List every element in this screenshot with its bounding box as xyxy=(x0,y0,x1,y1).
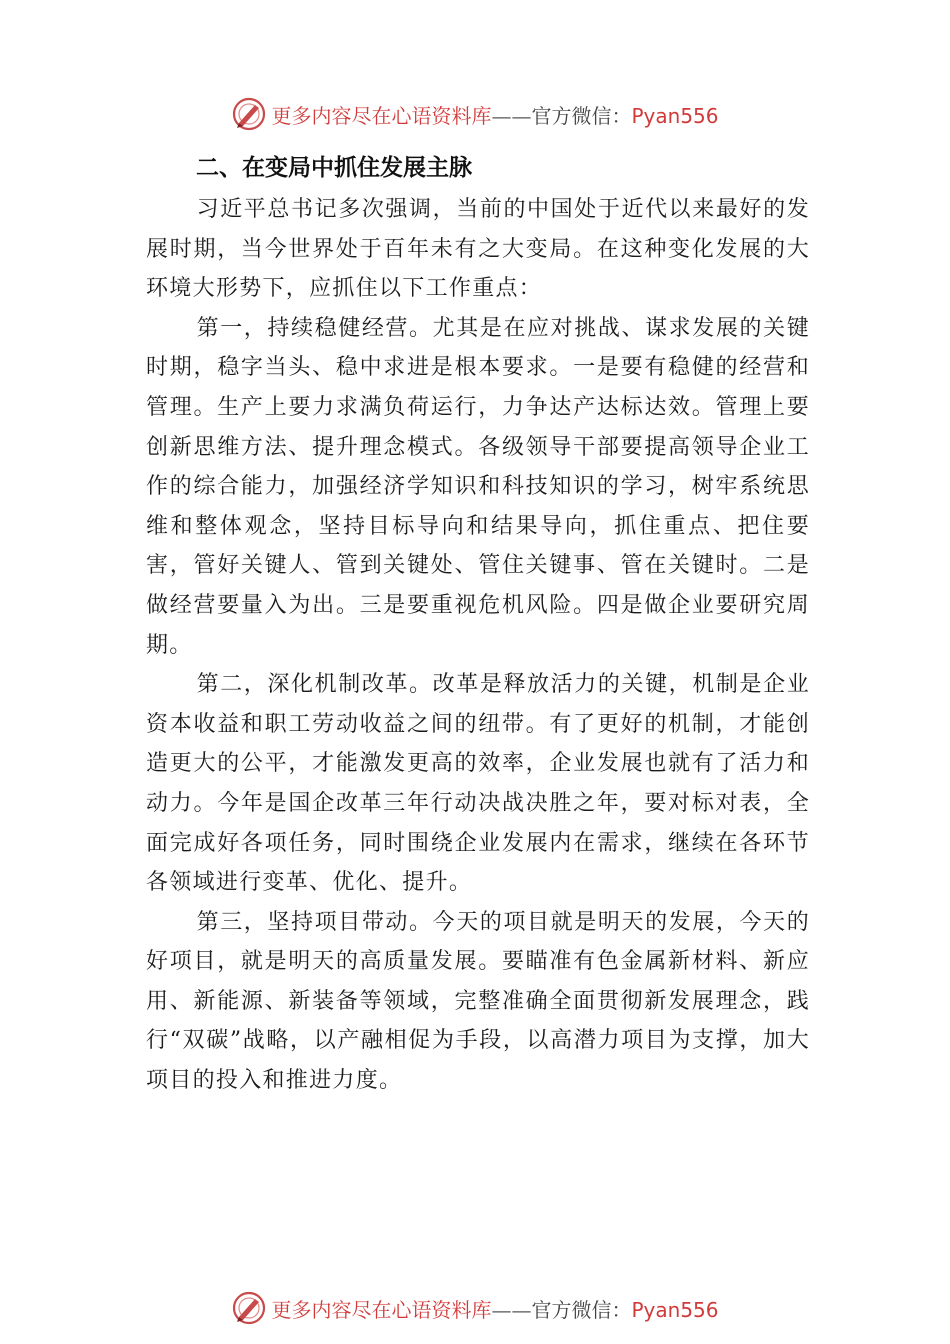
section-heading: 二、在变局中抓住发展主脉 xyxy=(196,155,472,181)
pen-circle-logo-icon xyxy=(231,96,267,132)
watermark-wechat-id: Pyan556 xyxy=(631,1297,719,1322)
watermark-wechat-id: Pyan556 xyxy=(631,103,719,128)
document-body xyxy=(146,150,810,1101)
watermark-label: 官方微信： xyxy=(531,1297,632,1322)
paragraph-first-point: 第一，持续稳健经营。尤其是在应对挑战、谋求发展的关键时期，稳字当头、稳中求进是根本要求。一是要有稳健的经营和管理。生产上要力求满负荷运行，力争达产达标达效。管理上要创新思维方法、提升理念模式。各级领导干部要提高领导企业工作的综合能力，加强经济学知识和科技知识的学习，树牢系统思维和整体观念，坚持目标导向和结果导向，抓住重点、把住要害，管好关键人、管到关键处、管住关键事、管在关键时。二是做经营要量入为出。三是要重视危机风险。四是做企业要研究周期。 xyxy=(146,315,810,658)
watermark-brand: 更多内容尽在心语资料库 xyxy=(271,103,492,128)
watermark-separator: —— xyxy=(491,103,532,128)
watermark-banner-bottom xyxy=(0,1288,950,1328)
watermark-text-top xyxy=(271,100,718,129)
watermark-banner-top xyxy=(0,94,950,134)
watermark-brand: 更多内容尽在心语资料库 xyxy=(271,1297,492,1322)
watermark-label: 官方微信： xyxy=(531,103,632,128)
paragraph-third-point: 第三，坚持项目带动。今天的项目就是明天的发展，今天的好项目，就是明天的高质量发展。要瞄准有色金属新材料、新应用、新能源、新装备等领域，完整准确全面贯彻新发展理念，践行“双碳”战略，以产融相促为手段，以高潜力项目为支撑，加大项目的投入和推进力度。 xyxy=(146,909,810,1094)
watermark-text-bottom xyxy=(271,1294,718,1323)
pen-circle-logo-icon xyxy=(231,1290,267,1326)
watermark-separator: —— xyxy=(491,1297,532,1322)
paragraph-intro: 习近平总书记多次强调，当前的中国处于近代以来最好的发展时期，当今世界处于百年未有之大变局。在这种变化发展的大环境大形势下，应抓住以下工作重点： xyxy=(146,197,810,302)
paragraph-second-point: 第二，深化机制改革。改革是释放活力的关键，机制是企业资本收益和职工劳动收益之间的纽带。有了更好的机制，才能创造更大的公平，才能激发更高的效率，企业发展也就有了活力和动力。今年是国企改革三年行动决战决胜之年，要对标对表，全面完成好各项任务，同时围绕企业发展内在需求，继续在各环节各领域进行变革、优化、提升。 xyxy=(146,672,810,896)
